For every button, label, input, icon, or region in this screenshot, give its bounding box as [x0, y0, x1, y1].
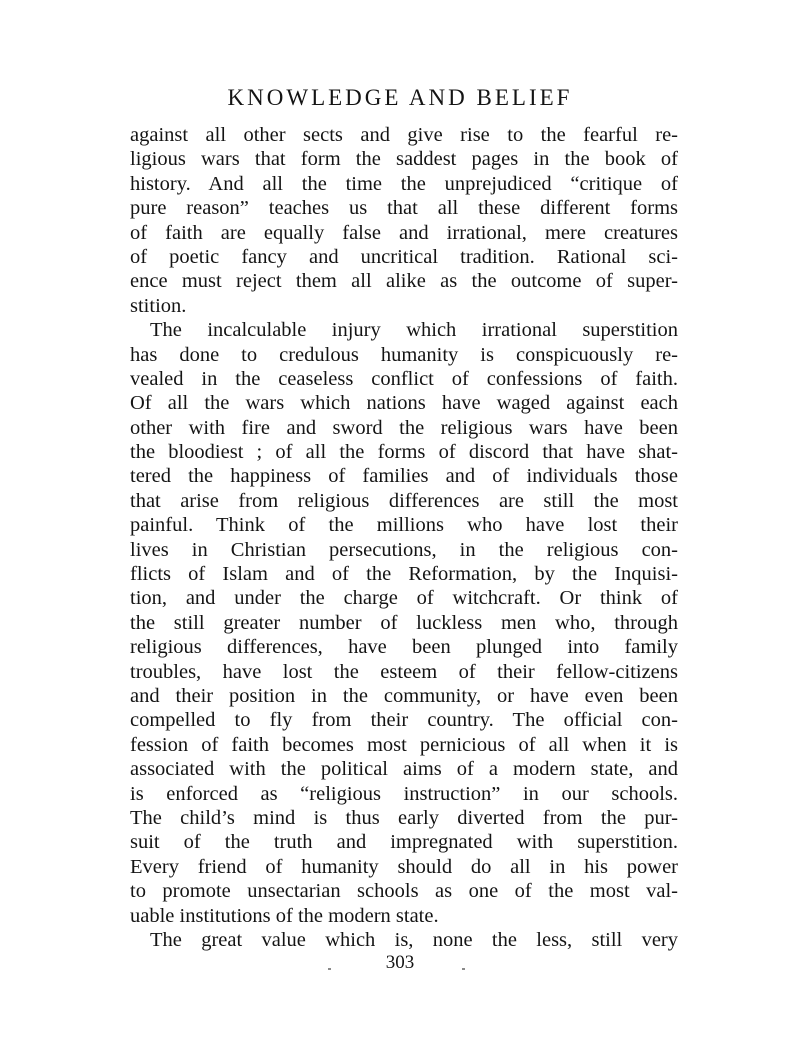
text-line: ligious wars that form the saddest pages in the book of: [130, 148, 678, 171]
text-line: of faith are equally false and irrational, mere creatures: [130, 221, 678, 244]
text-line: the still greater number of luckless men who, through: [130, 611, 678, 634]
text-line: pure reason” teaches us that all these different forms: [130, 197, 678, 220]
paragraph-end-line: stition.: [130, 294, 187, 317]
text-line: religious differences, have been plunged into family: [130, 636, 678, 659]
text-line: to promote unsectarian schools as one of the most val-: [130, 880, 678, 903]
scan-speck: [462, 968, 465, 970]
text-line: history. And all the time the unprejudiced “critique of: [130, 172, 678, 195]
text-line: tered the happiness of families and of individuals those: [130, 465, 678, 488]
text-line: is enforced as “religious instruction” in our schools.: [130, 782, 678, 805]
text-line: fession of faith becomes most pernicious of all when it is: [130, 733, 678, 756]
text-line: The child’s mind is thus early diverted from the pur-: [130, 806, 678, 829]
text-line: vealed in the ceaseless conflict of confessions of faith.: [130, 367, 678, 390]
text-line: other with fire and sword the religious wars have been: [130, 416, 678, 439]
page-number: 303: [385, 952, 415, 973]
paragraph-start-line: The incalculable injury which irrational superstition: [150, 319, 678, 342]
text-line: against all other sects and give rise to the fearful re-: [130, 124, 678, 146]
text-line: suit of the truth and impregnated with superstition.: [130, 831, 678, 854]
text-line: the bloodiest ; of all the forms of discord that have shat-: [130, 441, 678, 464]
text-line: that arise from religious differences are still the most: [130, 489, 678, 512]
running-head: KNOWLEDGE AND BELIEF: [227, 85, 573, 110]
text-line: flicts of Islam and of the Reformation, by the Inquisi-: [130, 563, 678, 586]
paragraph-end-line: uable institutions of the modern state.: [130, 904, 439, 927]
text-line: lives in Christian persecutions, in the religious con-: [130, 538, 678, 561]
text-line: ence must reject them all alike as the outcome of super-: [130, 270, 678, 293]
text-line: Every friend of humanity should do all in his power: [130, 855, 678, 878]
text-line: has done to credulous humanity is conspicuously re-: [130, 343, 678, 366]
text-line: associated with the political aims of a modern state, and: [130, 758, 678, 781]
text-line: of poetic fancy and uncritical tradition. Rational sci-: [130, 245, 678, 268]
text-line: troubles, have lost the esteem of their fellow-citizens: [130, 660, 678, 683]
text-line: compelled to fly from their country. The official con-: [130, 709, 678, 732]
scan-speck: [328, 968, 331, 970]
text-line: painful. Think of the millions who have lost their: [130, 514, 678, 537]
paragraph-start-line: The great value which is, none the less, still very: [150, 928, 678, 951]
text-line: Of all the wars which nations have waged against each: [130, 392, 678, 415]
text-line: and their position in the community, or have even been: [130, 684, 678, 707]
text-line: tion, and under the charge of witchcraft. Or think of: [130, 587, 678, 610]
body-text: [130, 123, 678, 952]
